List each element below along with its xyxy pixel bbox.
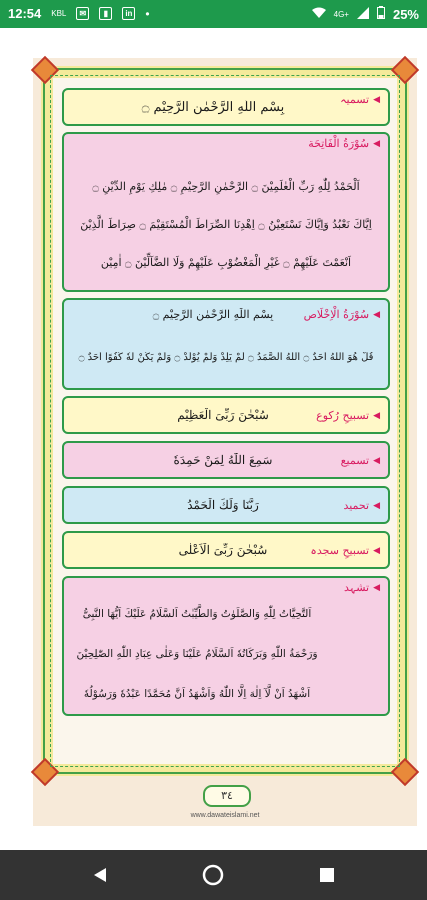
panel-label: ◀ سُوْرَةُ الْاِخْلَاص: [303, 308, 380, 321]
panel-sajda-tasbih: [62, 531, 390, 569]
corner-ornament-icon: [31, 56, 59, 84]
battery-percent: 25%: [392, 6, 419, 22]
arrow-icon: ◀: [373, 545, 380, 556]
panel-ikhlas: [62, 298, 390, 390]
home-circle-icon: [201, 863, 225, 887]
panel-fatiha: [62, 132, 390, 292]
home-button[interactable]: [200, 862, 226, 888]
panel-label: ◀ تسبیحِ رُکوع: [316, 409, 380, 422]
panel-arabic-text: بِسْمِ اللّٰهِ الرَّحْمٰنِ الرَّحِيْمِ ۝: [152, 308, 274, 321]
back-triangle-icon: [93, 867, 107, 883]
panel-arabic-text: سَمِعَ اللّٰهُ لِمَنْ حَمِدَهٗ: [173, 453, 273, 467]
signal-icon: [357, 7, 369, 22]
corner-ornament-icon: [391, 758, 419, 786]
arrow-icon: ◀: [373, 94, 380, 105]
kbl-notification-icon: KBL: [51, 9, 67, 18]
panel-tasmee: [62, 441, 390, 479]
battery-icon: [377, 6, 385, 22]
panel-label: ◀ سُوْرَةُ الْفَاتِحَة: [308, 137, 380, 150]
panel-label: ◀ تسبیحِ سجدہ: [310, 544, 380, 557]
navigation-bar: [0, 850, 427, 900]
panel-arabic-text: اَلْحَمْدُ لِلّٰهِ رَبِّ الْعٰلَمِيْنَ ۝ الرَّحْمٰنِ الرَّحِيْمِ ۝ مٰلِكِ يَوْمِ الدِّيْنِ ۝ اِيَّاكَ نَعْبُدُ وَاِيَّاكَ نَسْتَعِيْنُ ۝ اِهْدِنَا الصِّرَاطَ الْمُسْتَقِيْمَ ۝ صِرَاطَ الَّذِيْنَ اَنْعَمْتَ عَلَيْهِمْ ۝ غَيْرِ الْمَغْضُوْبِ عَلَيْهِمْ وَلَا الضَّآلِّيْنَ ۝ اٰمِيْن: [80, 180, 372, 269]
panel-label: ◀ تحمید: [343, 499, 380, 512]
arrow-icon: ◀: [373, 500, 380, 511]
panel-arabic-text: سُبْحٰنَ رَبِّىَ الْاَعْلٰى: [178, 543, 268, 557]
prayer-page: [33, 58, 417, 826]
panel-tasmiya: [62, 88, 390, 126]
status-time: 12:54: [8, 6, 42, 21]
arrow-icon: ◀: [373, 138, 380, 149]
page-number: ٣٤: [203, 785, 251, 807]
panel-arabic-text: قُلْ هُوَ اللّٰهُ اَحَدٌ ۝ اَللّٰهُ الصَّمَدُ ۝ لَمْ يَلِدْ وَلَمْ يُوْلَدْ ۝ وَلَمْ يَكُنْ لَّهٗ كُفُوًا اَحَدٌ ۝: [78, 352, 374, 363]
panel-label: ◀ تسمیع: [340, 454, 380, 467]
website-url: www.dawateislami.net: [190, 812, 260, 819]
corner-ornament-icon: [31, 758, 59, 786]
document-viewer[interactable]: [0, 28, 427, 850]
panel-tashahhud: [62, 576, 390, 716]
arrow-icon: ◀: [373, 455, 380, 466]
panel-label: ◀ تشہد: [343, 581, 380, 594]
wifi-icon: [312, 7, 326, 22]
panel-label: ◀ تسمیہ: [340, 93, 380, 106]
panel-arabic-text: اَلتَّحِيَّاتُ لِلّٰهِ وَالصَّلَوٰتُ وَالطَّيِّبٰتُ اَلسَّلَامُ عَلَيْكَ اَيُّهَا النَّبِىُّ وَرَحْمَةُ اللّٰهِ وَبَرَكَاتُهٗ اَلسَّلَامُ عَلَيْنَا وَعَلٰى عِبَادِ اللّٰهِ الصّٰلِحِيْنَ اَشْهَدُ اَنْ لَّآ اِلٰهَ اِلَّا اللّٰهُ وَاَشْهَدُ اَنَّ مُحَمَّدًا عَبْدُهٗ وَرَسُوْلُهٗ: [76, 608, 318, 700]
dot-icon: •: [145, 6, 150, 21]
status-right: [312, 6, 419, 22]
arrow-icon: ◀: [373, 582, 380, 593]
back-button[interactable]: [87, 862, 113, 888]
network-type: 4G+: [333, 9, 349, 19]
panel-arabic-text: سُبْحٰنَ رَبِّىَ الْعَظِيْمِ: [177, 408, 269, 422]
recents-button[interactable]: [314, 862, 340, 888]
arrow-icon: ◀: [373, 309, 380, 320]
panel-tahmeed: [62, 486, 390, 524]
file-notification-icon: ▮: [99, 7, 112, 20]
recents-square-icon: [319, 867, 335, 883]
corner-ornament-icon: [391, 56, 419, 84]
panel-ruku-tasbih: [62, 396, 390, 434]
status-bar: [0, 0, 427, 28]
mail-notification-icon: ✉: [76, 7, 89, 20]
arrow-icon: ◀: [373, 410, 380, 421]
panel-arabic-text: بِسْمِ اللّٰهِ الرَّحْمٰنِ الرَّحِيْمِ ۝: [141, 100, 285, 115]
linkedin-notification-icon: in: [122, 7, 135, 20]
panel-arabic-text: رَبَّنَا وَلَكَ الْحَمْدُ: [187, 498, 259, 512]
status-left: [8, 6, 150, 21]
decorative-frame: [41, 66, 409, 776]
